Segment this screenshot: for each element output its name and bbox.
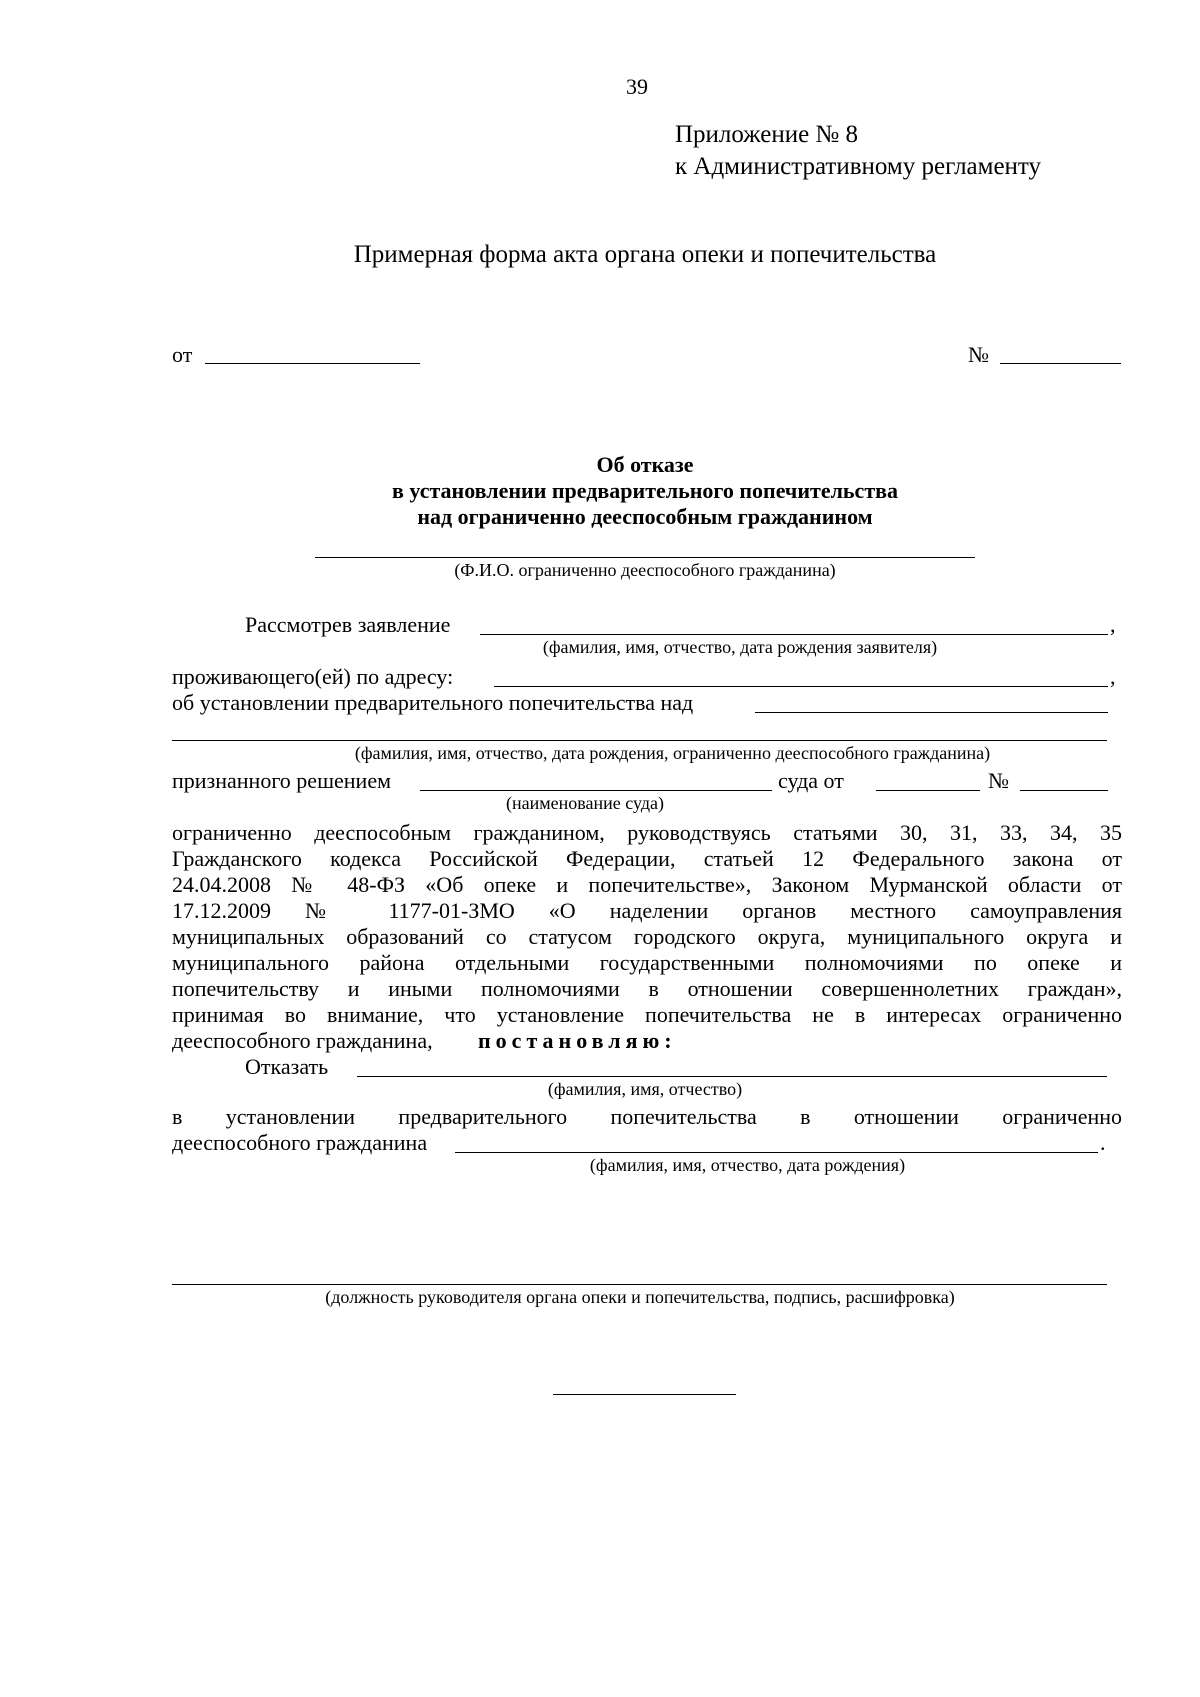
limited-fio-field-line[interactable] [315, 557, 975, 558]
page-number: 39 [626, 74, 648, 99]
court-caption: (наименование суда) [505, 793, 665, 813]
refuse-field-line[interactable] [357, 1076, 1107, 1077]
limited-citizen-label: дееспособного гражданина [172, 1130, 428, 1155]
recognized-label: признанного решением [172, 768, 392, 793]
limited-full-field-line[interactable] [172, 740, 1107, 741]
establish-line: в установлении предварительного попечительства в отношении ограниченно [172, 1104, 1122, 1129]
appendix-to-label: к Административному регламенту [675, 153, 1042, 180]
paragraph-last-line: дееспособного гражданина, [172, 1028, 433, 1053]
number-label: № [968, 342, 989, 367]
paragraph-line: принимая во внимание, что установление попечительства не в интересах ограниченно [172, 1002, 1122, 1027]
considered-label: Рассмотрев заявление [245, 612, 451, 637]
date-field-line[interactable] [205, 363, 420, 364]
paragraph-line: ограниченно дееспособным гражданином, руководствуясь статьями 30, 31, 33, 34, 35 [172, 820, 1122, 845]
number-field-line[interactable] [1000, 363, 1121, 364]
act-title-line2: в установлении предварительного попечительства [391, 478, 899, 503]
limited-fio-caption: (Ф.И.О. ограниченно дееспособного гражданина) [454, 560, 836, 580]
about-field-line[interactable] [755, 712, 1108, 713]
about-label: об установлении предварительного попечительства над [172, 690, 694, 715]
form-title: Примерная форма акта органа опеки и попечительства [353, 241, 937, 268]
court-number-field-line[interactable] [1020, 790, 1108, 791]
paragraph-line: 24.04.2008 № 48-ФЗ «Об опеке и попечительстве», Законом Мурманской области от [172, 872, 1122, 897]
limited-citizen-period: . [1100, 1130, 1106, 1155]
applicant-caption: (фамилия, имя, отчество, дата рождения заявителя) [542, 637, 938, 657]
address-comma: , [1110, 664, 1116, 689]
decree-label: постановляю: [478, 1028, 677, 1053]
address-field-line[interactable] [494, 686, 1108, 687]
residing-label: проживающего(ей) по адресу: [172, 664, 454, 689]
refuse-caption: (фамилия, имя, отчество) [547, 1079, 743, 1099]
signature-caption: (должность руководителя органа опеки и попечительства, подпись, расшифровка) [325, 1287, 955, 1307]
refuse-label: Отказать [245, 1054, 329, 1079]
paragraph-line: муниципального района отдельными государственными полномочиями по опеке и [172, 950, 1122, 975]
paragraph-line: попечительству и иными полномочиями в отношении совершеннолетних граждан», [172, 976, 1122, 1001]
closing-separator [553, 1394, 736, 1395]
paragraph-line: Гражданского кодекса Российской Федерации, статьей 12 Федерального закона от [172, 846, 1122, 871]
paragraph-line: 17.12.2009 № 1177-01-ЗМО «О наделении органов местного самоуправления [172, 898, 1122, 923]
limited-citizen-field-line[interactable] [455, 1152, 1098, 1153]
date-from-label: от [172, 342, 193, 367]
act-title-line1: Об отказе [596, 452, 694, 477]
court-name-field-line[interactable] [420, 790, 772, 791]
court-date-field-line[interactable] [876, 790, 980, 791]
court-from-label: суда от [778, 768, 844, 793]
limited-citizen-caption: (фамилия, имя, отчество, дата рождения) [589, 1155, 906, 1175]
court-number-label: № [988, 768, 1009, 793]
paragraph-line: муниципальных образований со статусом городского округа, муниципального округа и [172, 924, 1122, 949]
limited-full-caption: (фамилия, имя, отчество, дата рождения, ограниченно дееспособного гражданина) [354, 743, 991, 763]
applicant-field-line[interactable] [480, 634, 1108, 635]
act-title-line3: над ограниченно дееспособным гражданином [417, 504, 873, 529]
applicant-comma: , [1110, 612, 1116, 637]
signature-field-line[interactable] [172, 1284, 1107, 1285]
appendix-label: Приложение № 8 [675, 121, 859, 148]
